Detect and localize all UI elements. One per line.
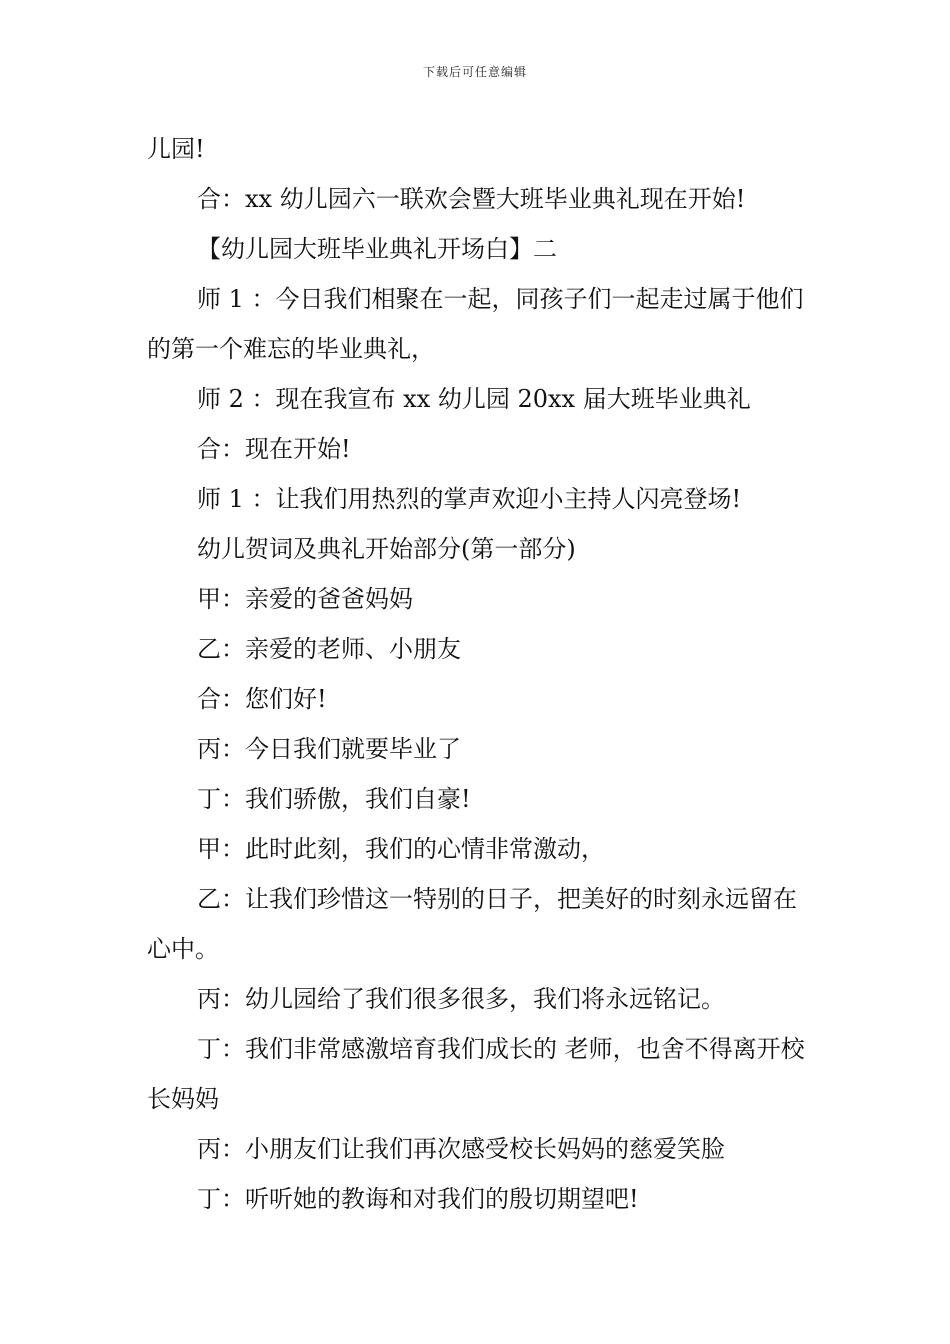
paragraph: 合：现在开始! [197,435,351,463]
paragraph: 师 2 ：现在我宣布 xx 幼儿园 20xx 届大班毕业典礼 [197,385,751,413]
paragraph: 儿园! [147,135,205,163]
paragraph: 丙：小朋友们让我们再次感受校长妈妈的慈爱笑脸 [197,1135,725,1163]
paragraph: 幼儿贺词及典礼开始部分(第一部分) [197,535,576,563]
paragraph: 丁：听听她的教诲和对我们的殷切期望吧! [197,1185,639,1213]
paragraph: 丁：我们非常感激培育我们成长的 老师，也舍不得离开校长妈妈 [147,1035,805,1113]
paragraph: 师 1 ：让我们用热烈的掌声欢迎小主持人闪亮登场! [197,485,742,513]
document-body [147,124,812,1224]
section-heading: 【幼儿园大班毕业典礼开场白】二 [197,235,557,263]
paragraph: 师 1 ：今日我们相聚在一起，同孩子们一起走过属于他们的第一个难忘的毕业典礼， [147,285,804,363]
paragraph: 合：您们好! [197,685,327,713]
paragraph: 丁：我们骄傲，我们自豪! [197,785,471,813]
paragraph: 丙：幼儿园给了我们很多很多，我们将永远铭记。 [197,985,725,1013]
paragraph: 甲：此时此刻，我们的心情非常激动， [197,835,605,863]
paragraph: 合：xx 幼儿园六一联欢会暨大班毕业典礼现在开始! [197,185,746,213]
paragraph: 丙：今日我们就要毕业了 [197,735,461,763]
paragraph: 甲：亲爱的爸爸妈妈 [197,585,413,613]
paragraph: 乙：让我们珍惜这一特别的日子，把美好的时刻永远留在心中。 [147,885,797,963]
page-header: 下载后可任意编辑 [422,65,527,79]
paragraph: 乙：亲爱的老师、小朋友 [197,635,461,663]
